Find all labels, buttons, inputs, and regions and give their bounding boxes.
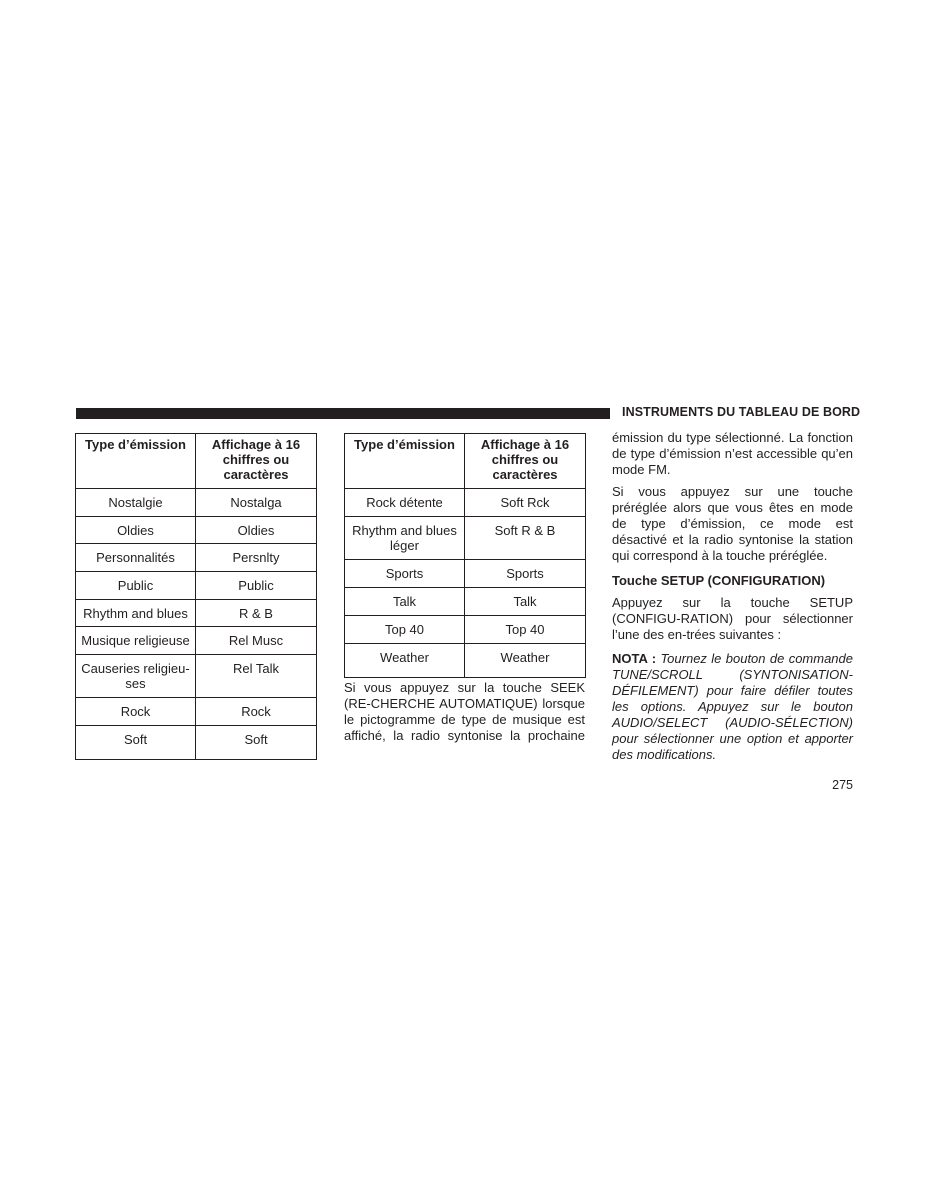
program-type-continuation-paragraph: émission du type sélectionné. La fonction de type d’émission n’est accessible qu’en mode FM.	[612, 430, 853, 477]
table-row	[76, 627, 317, 655]
setup-subheading: Touche SETUP (CONFIGURATION)	[612, 573, 826, 588]
table-row	[76, 726, 317, 760]
display-cell: Rel Talk	[196, 655, 317, 698]
program-type-cell: Oldies	[76, 517, 196, 544]
table-row	[345, 644, 586, 678]
section-header-title: INSTRUMENTS DU TABLEAU DE BORD	[622, 405, 861, 419]
column-header-program-type: Type d’émission	[345, 434, 465, 489]
table-row	[76, 600, 317, 627]
program-type-cell: Personnalités	[76, 544, 196, 572]
table-row	[76, 517, 317, 544]
display-cell: Soft R & B	[465, 517, 586, 560]
program-type-cell: Soft	[76, 726, 196, 760]
setup-paragraph: Appuyez sur la touche SETUP (CONFIGU-RATION) pour sélectionner l’une des en-trées suivantes :	[612, 595, 853, 642]
table-row	[345, 588, 586, 616]
table-row	[345, 489, 586, 517]
program-type-cell: Sports	[345, 560, 465, 588]
header-rule	[76, 408, 610, 419]
table-row	[345, 616, 586, 644]
program-type-cell: Top 40	[345, 616, 465, 644]
column-header-display: Affichage à 16 chiffres ou caractères	[196, 434, 317, 489]
display-cell: Rel Musc	[196, 627, 317, 655]
table-row	[76, 572, 317, 600]
program-type-table-1	[75, 433, 317, 760]
program-type-table-2	[344, 433, 586, 678]
table-row	[76, 544, 317, 572]
display-cell: Talk	[465, 588, 586, 616]
page-number: 275	[832, 778, 853, 792]
preset-paragraph: Si vous appuyez sur une touche préréglée alors que vous êtes en mode de type d’émission, ce mode est désactivé et la radio syntonise la station qui correspond à la touche préréglée.	[612, 484, 853, 563]
display-cell: Weather	[465, 644, 586, 678]
column-header-display: Affichage à 16 chiffres ou caractères	[465, 434, 586, 489]
display-cell: Soft Rck	[465, 489, 586, 517]
display-cell: Nostalga	[196, 489, 317, 517]
display-cell: Persnlty	[196, 544, 317, 572]
table-row	[76, 655, 317, 698]
program-type-cell: Weather	[345, 644, 465, 678]
display-cell: R & B	[196, 600, 317, 627]
display-cell: Rock	[196, 698, 317, 726]
program-type-cell: Causeries religieu-ses	[76, 655, 196, 698]
program-type-cell: Talk	[345, 588, 465, 616]
program-type-cell: Rock	[76, 698, 196, 726]
display-cell: Public	[196, 572, 317, 600]
display-cell: Oldies	[196, 517, 317, 544]
table-row	[76, 489, 317, 517]
note-paragraph	[612, 651, 853, 763]
table-row	[345, 560, 586, 588]
display-cell: Top 40	[465, 616, 586, 644]
program-type-cell: Nostalgie	[76, 489, 196, 517]
table-row	[76, 698, 317, 726]
display-cell: Sports	[465, 560, 586, 588]
column-header-program-type: Type d’émission	[76, 434, 196, 489]
program-type-cell: Rhythm and blues	[76, 600, 196, 627]
program-type-cell: Rhythm and blues léger	[345, 517, 465, 560]
program-type-cell: Public	[76, 572, 196, 600]
note-text: Tournez le bouton de commande TUNE/SCROLL (SYNTONISATION-DÉFILEMENT) pour faire défiler toutes les options. Appuyez sur le bouton AUDIO/SELECT (AUDIO-SÉLECTION) pour sélectionner une option et apporter des modifications.	[612, 651, 853, 762]
display-cell: Soft	[196, 726, 317, 760]
program-type-cell: Musique religieuse	[76, 627, 196, 655]
table-row	[345, 517, 586, 560]
seek-paragraph: Si vous appuyez sur la touche SEEK (RE-CHERCHE AUTOMATIQUE) lorsque le pictogramme de type de musique est affiché, la radio syntonise la prochaine	[344, 680, 585, 743]
program-type-cell: Rock détente	[345, 489, 465, 517]
note-label: NOTA :	[612, 651, 657, 666]
